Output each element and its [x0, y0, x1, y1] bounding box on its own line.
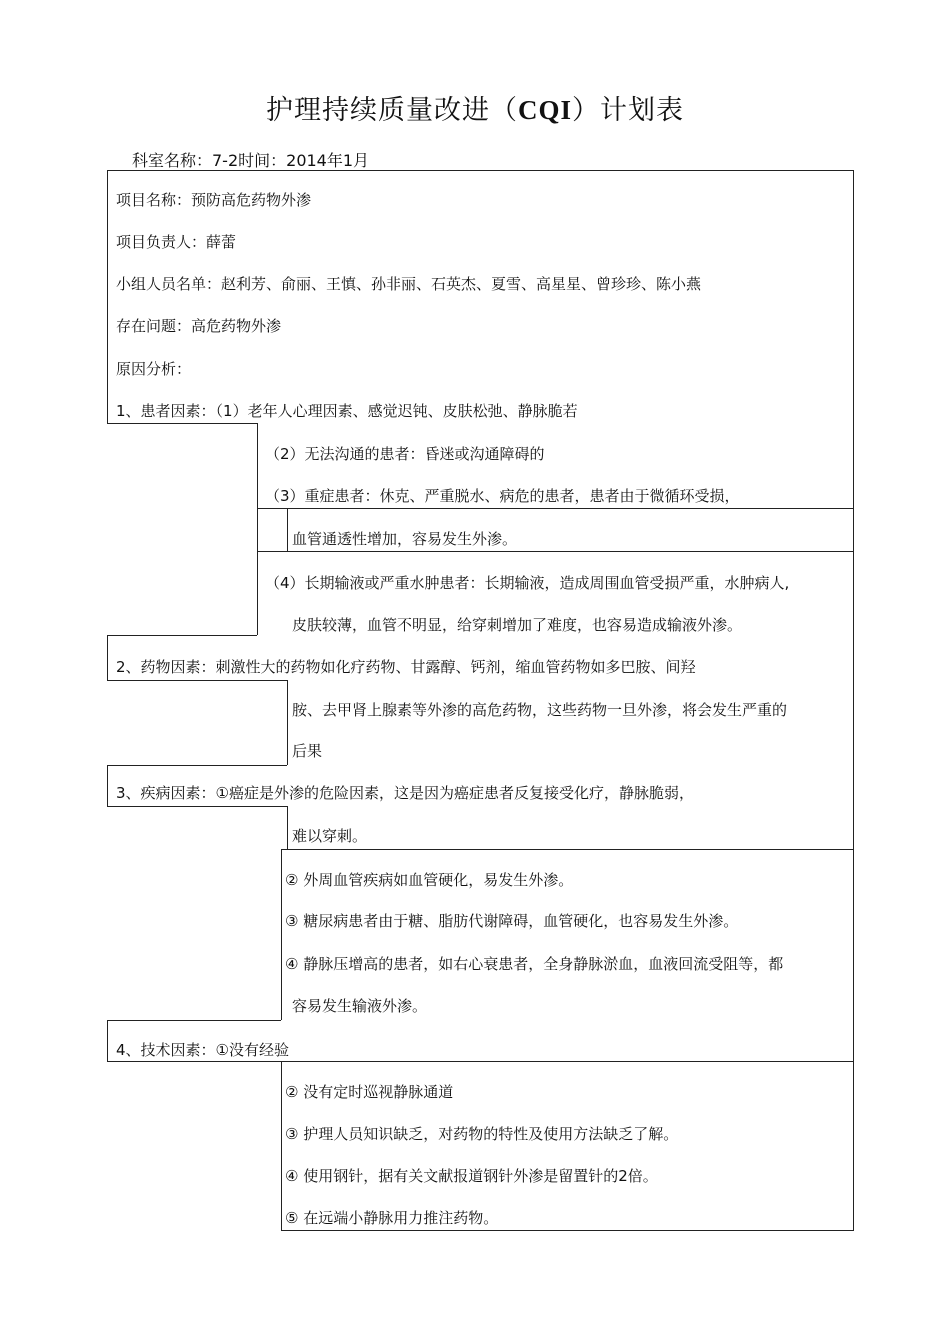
table-border: [107, 1020, 281, 1021]
disease-factor-3: ③ 糖尿病患者由于糖、脂肪代谢障碍，血管硬化，也容易发生外渗。: [285, 912, 739, 930]
table-border: [107, 765, 287, 766]
table-border: [287, 806, 288, 849]
table-border: [281, 1061, 282, 1230]
title-suffix: ）计划表: [572, 95, 684, 126]
patient-factor-1: 1、患者因素：（1）老年人心理因素、感觉迟钝、皮肤松弛、静脉脆若: [116, 402, 578, 420]
table-border: [853, 170, 854, 1230]
technique-factor-4: ④ 使用钢针，据有关文献报道钢针外渗是留置针的2倍。: [285, 1167, 658, 1185]
table-border: [287, 680, 288, 765]
title-abbreviation: CQI: [517, 95, 572, 125]
table-border: [257, 551, 853, 552]
disease-factor-4-cont: 容易发生输液外渗。: [292, 997, 428, 1015]
table-border: [107, 635, 257, 636]
technique-factor-1: 4、技术因素：①没有经验: [116, 1041, 289, 1059]
table-border: [107, 680, 287, 681]
patient-factor-4-cont: 皮肤较薄，血管不明显，给穿刺增加了难度，也容易造成输液外渗。: [292, 616, 743, 634]
drug-factor: 2、药物因素：刺激性大的药物如化疗药物、甘露醇、钙剂，缩血管药物如多巴胺、间羟: [116, 658, 696, 676]
table-border: [107, 806, 287, 807]
title-prefix: 护理持续质量改进（: [265, 95, 518, 126]
patient-factor-2: （2）无法沟通的患者：昏迷或沟通障碍的: [265, 445, 545, 463]
existing-problem: 存在问题：高危药物外渗: [116, 317, 282, 335]
patient-factor-3-cont: 血管通透性增加，容易发生外渗。: [292, 530, 518, 548]
project-name: 项目名称：预防高危药物外渗: [116, 191, 312, 209]
team-members: 小组人员名单：赵利芳、俞丽、王慎、孙非丽、石英杰、夏雪、高星星、曾珍珍、陈小燕: [116, 275, 702, 293]
table-border: [257, 508, 853, 509]
technique-factor-3: ③ 护理人员知识缺乏，对药物的特性及使用方法缺乏了解。: [285, 1125, 679, 1143]
disease-factor-1-cont: 难以穿刺。: [292, 827, 368, 845]
table-border: [281, 1230, 854, 1231]
disease-factor-4: ④ 静脉压增高的患者，如右心衰患者，全身静脉淤血，血液回流受阻等，都: [285, 955, 784, 973]
table-border: [107, 1020, 108, 1061]
drug-factor-end: 后果: [292, 742, 323, 760]
technique-factor-2: ② 没有定时巡视静脉通道: [285, 1083, 454, 1101]
disease-factor-1: 3、疾病因素：①癌症是外渗的危险因素，这是因为癌症患者反复接受化疗，静脉脆弱，: [116, 784, 694, 802]
patient-factor-3: （3）重症患者：休克、严重脱水、病危的患者，患者由于微循环受损，: [265, 487, 740, 505]
table-border: [107, 170, 854, 171]
page-title: [0, 88, 950, 127]
table-border: [107, 635, 108, 680]
table-border: [107, 1061, 853, 1062]
table-border: [281, 849, 853, 850]
drug-factor-cont: 胺、去甲肾上腺素等外渗的高危药物，这些药物一旦外渗，将会发生严重的: [292, 701, 788, 719]
table-border: [281, 849, 282, 1020]
table-border: [107, 423, 257, 424]
table-border: [107, 765, 108, 806]
technique-factor-5: ⑤ 在远端小静脉用力推注药物。: [285, 1209, 499, 1227]
table-border: [257, 423, 258, 635]
patient-factor-4: （4）长期输液或严重水肿患者：长期输液，造成周围血管受损严重，水肿病人,: [265, 574, 790, 592]
project-leader: 项目负责人：薛蕾: [116, 233, 237, 251]
cause-analysis-heading: 原因分析：: [116, 360, 192, 378]
disease-factor-2: ② 外周血管疾病如血管硬化，易发生外渗。: [285, 871, 574, 889]
department-and-date: 科室名称：7-2时间：2014年1月: [132, 151, 370, 170]
table-border: [287, 508, 288, 551]
table-border: [107, 170, 108, 423]
